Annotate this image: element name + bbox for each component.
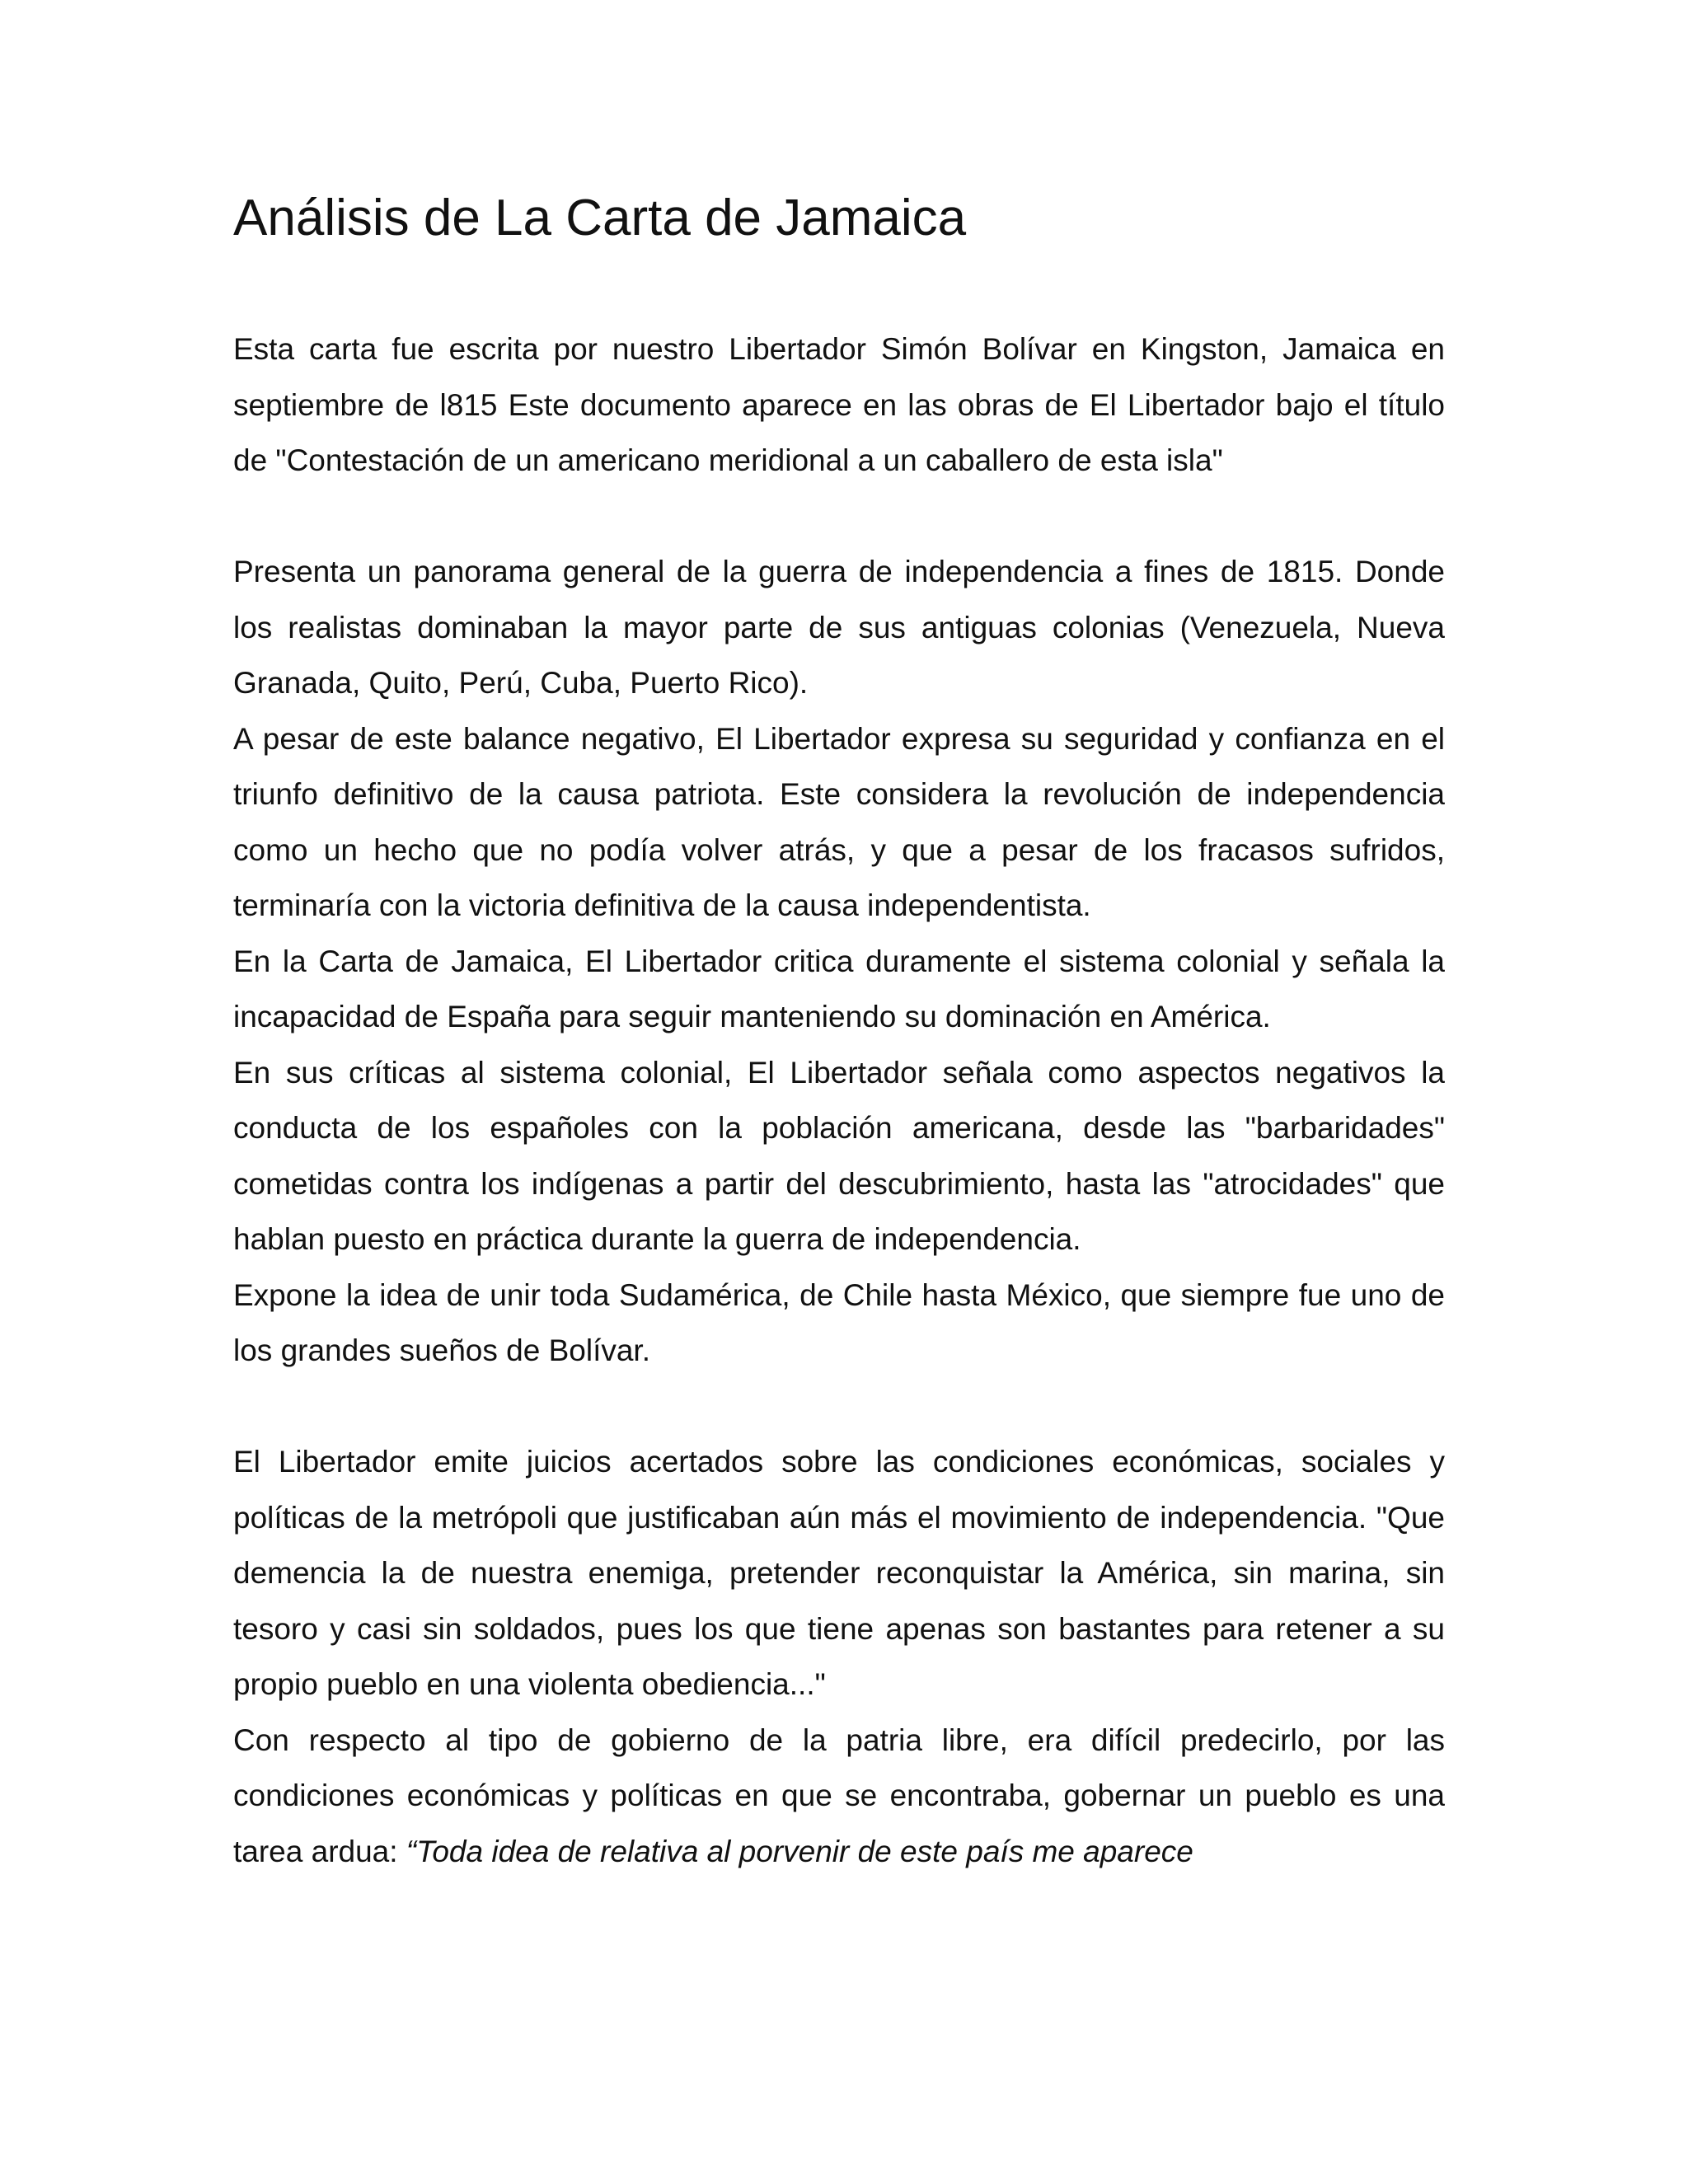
paragraph-government-type [233, 1713, 1445, 1880]
paragraph-colonial-critique: En la Carta de Jamaica, El Libertador critica duramente el sistema colonial y señala la incapacidad de España para seguir manteniendo su dominación en América. [233, 944, 1445, 1033]
italic-quote: “Toda idea de relativa al porvenir de este país me aparece [406, 1834, 1193, 1868]
paragraph-origin: Esta carta fue escrita por nuestro Libertador Simón Bolívar en Kingston, Jamaica en septiembre de l815 Este documento aparece en las obras de El Libertador bajo el título de "Contestación de un americano meridional a un caballero de esta isla" [233, 332, 1445, 477]
paragraph-panorama: Presenta un panorama general de la guerra de independencia a fines de 1815. Donde los realistas dominaban la mayor parte de sus antiguas colonias (Venezuela, Nueva Granada, Quito, Perú, Cuba, Puerto Rico). [233, 555, 1445, 700]
paragraph-spacer [233, 1379, 1445, 1435]
paragraph-spacer [233, 489, 1445, 545]
paragraph-union-idea: Expone la idea de unir toda Sudamérica, de Chile hasta México, que siempre fue uno de los grandes sueños de Bolívar. [233, 1277, 1445, 1367]
document-body [233, 321, 1445, 1879]
paragraph-metropolis-judgement: El Libertador emite juicios acertados sobre las condiciones económicas, sociales y políticas de la metrópoli que justificaban aún más el movimiento de independencia. "Que demencia la de nuestra enemiga, pretender reconquistar la América, sin marina, sin tesoro y casi sin soldados, pues los que tiene apenas son bastantes para retener a su propio pueblo en una violenta obediencia..." [233, 1445, 1445, 1701]
paragraph-government-text: Con respecto al tipo de gobierno de la patria libre, era difícil predecirlo, por las condiciones económicas y políticas en que se encontraba, gobernar un pueblo es una tarea ardua: [233, 1722, 1445, 1868]
paragraph-negative-aspects: En sus críticas al sistema colonial, El Libertador señala como aspectos negativos la conducta de los españoles con la población americana, desde las "barbaridades" cometidas contra los indígenas a partir del descubrimiento, hasta las "atrocidades" que hablan puesto en práctica durante la guerra de independencia. [233, 1055, 1445, 1256]
document-title: Análisis de La Carta de Jamaica [233, 190, 967, 246]
paragraph-confidence: A pesar de este balance negativo, El Libertador expresa su seguridad y confianza en el triunfo definitivo de la causa patriota. Este considera la revolución de independencia como un hecho que no podía volver atrás, y que a pesar de los fracasos sufridos, terminaría con la victoria definitiva de la causa independentista. [233, 721, 1445, 922]
